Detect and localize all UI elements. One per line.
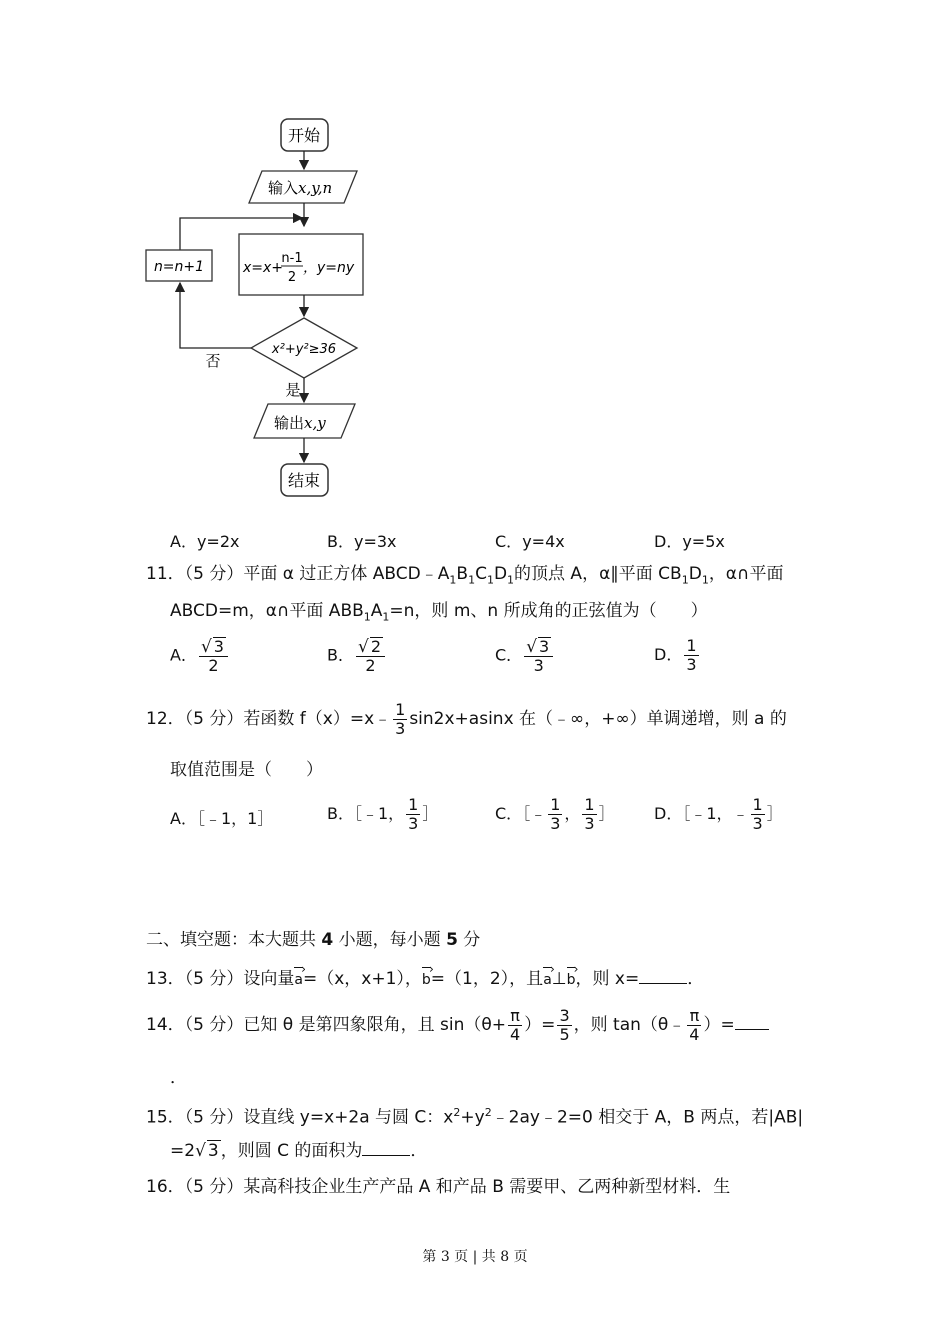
q11-line1: 11．（5 分）平面 α 过正方体 $ABCD﹣A_1B_1C_1D_1$的顶点 A，α∥平面 $CB_1D_1$，α∩平面 <box>146 564 784 587</box>
increment-label: n=n+1 <box>153 259 205 275</box>
end-label: 结束 <box>287 471 321 490</box>
q15-answer-blank[interactable] <box>362 1139 410 1156</box>
yes-label: 是 <box>285 381 301 399</box>
q11-option-b: B． $\frac{√ 2}{2}$ <box>327 637 387 675</box>
q10-option-d: D．y=5x <box>654 532 725 551</box>
q14-line1: 14．（5 分）已知 θ 是第四象限角，且 sin（θ+ $\frac{\pi}{4}$ ）= $\frac{3}{5}$ ，则 tan（θ﹣ $\frac{\pi}{4}$ ）= <box>146 1003 769 1047</box>
q11-option-c: C． $\frac{√ 3}{3}$ <box>495 637 555 675</box>
q16-line: 16．（5 分）某高科技企业生产产品 A 和产品 B 需要甲、乙两种新型材料．生 <box>146 1177 731 1197</box>
q12-option-a: A．［﹣1，1］ <box>170 809 274 828</box>
q12-option-c: C．［﹣ $\frac{1}{3}$ ， $\frac{1}{3}$ ］ <box>495 795 615 833</box>
page-total: 8 <box>500 1249 510 1265</box>
input-prefix: 输入 <box>268 179 299 197</box>
q11-option-a: A． $\frac{√ 3}{2}$ <box>170 637 230 675</box>
process-frac-den: 2 <box>287 270 297 285</box>
section-title: 二、填空题：本大题共 4 小题，每小题 5 分 <box>146 930 481 950</box>
q11-line2: ABCD=m，α∩平面 $ABB_1A_1=n$，则 m、n 所成角的正弦值为（ ） <box>170 601 708 624</box>
start-label: 开始 <box>287 126 321 145</box>
process-left: x=x+ <box>243 260 284 276</box>
q10-option-b: B．y=3x <box>327 532 397 551</box>
q15-line1: 15．（5 分）设直线 y=x+2a 与圆 C：$x^2+y^2﹣2ay﹣2=0$ 相交于 A，B 两点，若|AB| <box>146 1106 804 1128</box>
svg-text:输出x,y <box>274 414 326 432</box>
output-vars: x,y <box>304 414 326 432</box>
condition-label: x²+y²≥36 <box>271 342 337 357</box>
q11-option-d: D． $\frac{1}{3}$ <box>654 636 697 674</box>
q14-answer-blank[interactable] <box>735 1013 769 1030</box>
flowchart <box>0 0 950 520</box>
svg-text:输入x,y,n <box>268 179 332 197</box>
input-vars: x,y,n <box>298 179 333 197</box>
q12-option-b: B．［﹣1， $\frac{1}{3}$ ］ <box>327 795 439 833</box>
q13-line: 13．（5 分）设向量a ›=（x，x+1），b ›=（1，2），且a ›⊥b ›，则 x= ． <box>146 967 704 990</box>
output-prefix: 输出 <box>274 414 305 432</box>
process-frac-num: n-1 <box>281 251 303 266</box>
q12-line2: 取值范围是（ ） <box>170 760 323 780</box>
q10-option-a: A．y=2x <box>170 532 240 551</box>
page-footer: 第 3 页 | 共 8 页 <box>422 1249 528 1265</box>
page-number: 3 <box>440 1249 450 1265</box>
q13-answer-blank[interactable] <box>639 967 687 984</box>
q15-line2: =2√ 3 ，则圆 C 的面积为 ． <box>170 1141 428 1161</box>
q10-option-c: C．y=4x <box>495 532 565 551</box>
no-label: 否 <box>205 352 221 370</box>
q12-line1: 12．（5 分）若函数 f（x）=x﹣ $\frac{1}{3}$ sin2x+asinx 在（﹣∞，+∞）单调递增，则 a 的 <box>146 699 787 738</box>
q12-option-d: D．［﹣1，﹣ $\frac{1}{3}$ ］ <box>654 795 783 833</box>
q14-line2: ． <box>170 1068 187 1088</box>
process-right: ，y=ny <box>303 260 355 276</box>
